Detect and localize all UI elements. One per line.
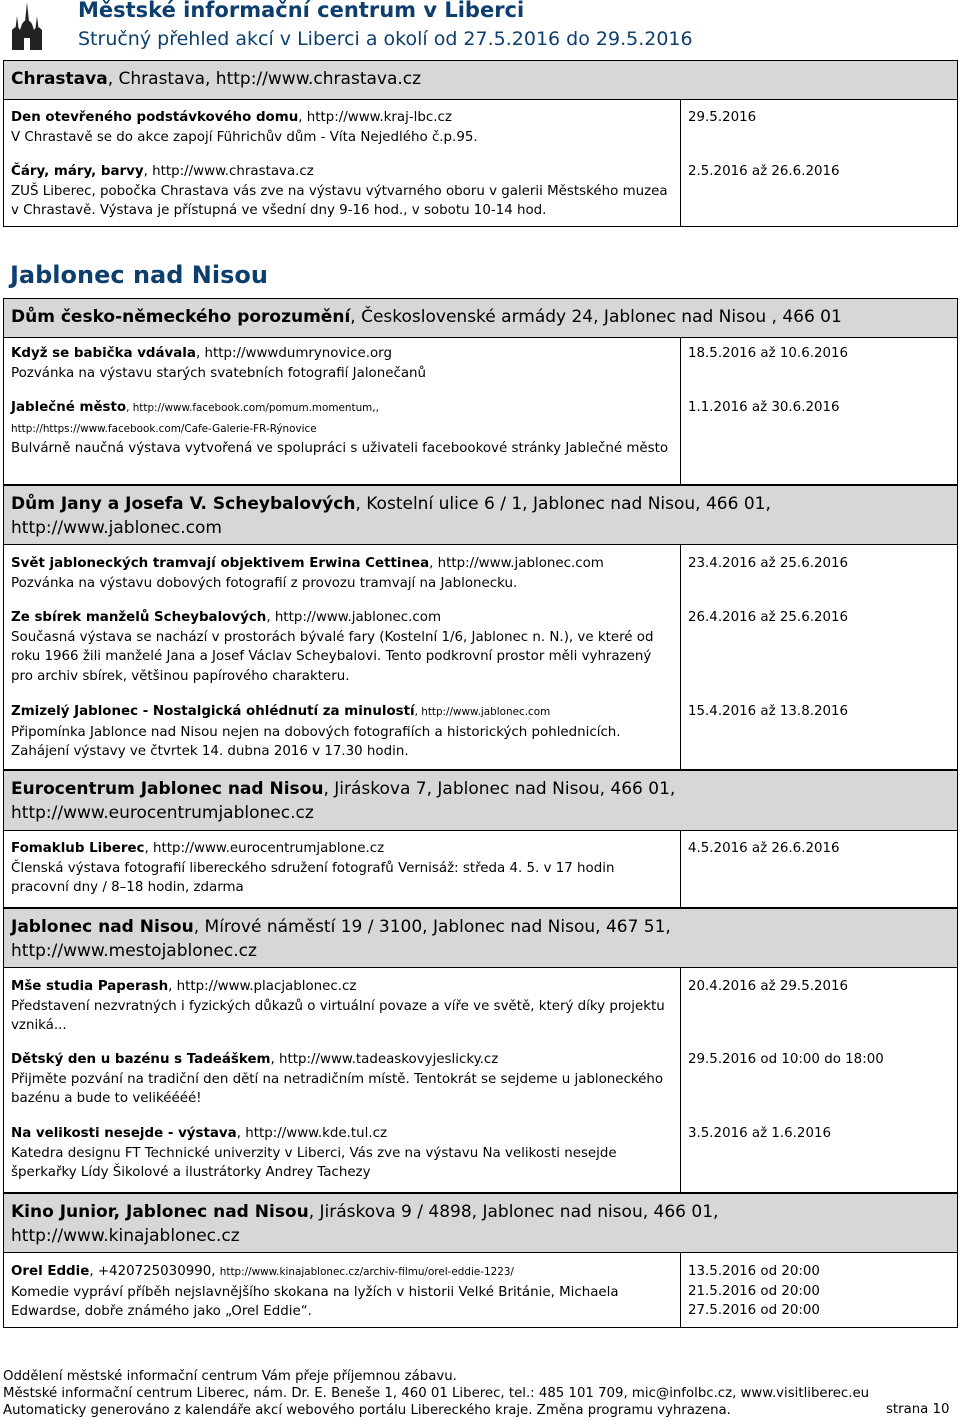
event-link-secondary[interactable]: http://https://www.facebook.com/Cafe-Galerie-FR-Rýnovice bbox=[11, 422, 317, 435]
column-divider bbox=[680, 338, 681, 484]
event-date: 2.5.2016 až 26.6.2016 bbox=[688, 164, 840, 179]
events-table-euro bbox=[3, 831, 958, 908]
event-description: ZUŠ Liberec, pobočka Chrastava vás zve na výstavu výtvarného oboru v galerii Městského muzea v Chrastavě. Výstava je přístupná ve všední dny 9-16 hod., v sobotu 10-14 hod. bbox=[11, 183, 668, 218]
event-link[interactable]: , http://www.jablonec.com bbox=[266, 610, 442, 625]
event-name: Jablečné město bbox=[11, 400, 127, 415]
event-item bbox=[11, 344, 671, 383]
event-date: 18.5.2016 až 10.6.2016 bbox=[688, 346, 849, 361]
city-heading: Jablonec nad Nisou bbox=[10, 261, 268, 289]
event-link[interactable]: , http://www.kde.tul.cz bbox=[236, 1126, 387, 1141]
event-date: 3.5.2016 až 1.6.2016 bbox=[688, 1126, 832, 1141]
column-divider bbox=[680, 968, 681, 1192]
event-date: 23.4.2016 až 25.6.2016 bbox=[688, 556, 849, 571]
venue-eurocentrum bbox=[3, 770, 958, 831]
event-name: Zmizelý Jablonec - Nostalgická ohlédnutí za minulostí bbox=[11, 704, 415, 719]
column-divider bbox=[680, 1253, 681, 1327]
event-item bbox=[11, 1050, 671, 1109]
page-header bbox=[0, 0, 960, 58]
event-link[interactable]: , http://wwwdumrynovice.org bbox=[195, 346, 392, 361]
venue-name: Dům Jany a Josefa V. Scheybalových bbox=[11, 494, 356, 514]
venue-address: , Kostelní ulice 6 / 1, Jablonec nad Nisou, 466 01, bbox=[355, 494, 771, 514]
event-description: Současná výstava se nachází v prostorách bývalé fary (Kostelní 1/6, Jablonec n. N.), ve které od roku 1966 žili manželé Jana a Josef Václav Scheybalovi. Tento podkrovní prostor měli vyhrazený pro archiv sbírek, většinou papírového charakteru. bbox=[11, 629, 654, 684]
event-name: Když se babička vdávala bbox=[11, 346, 196, 361]
venue-jablonec-mesto bbox=[3, 908, 958, 968]
event-description: Přijměte pozvání na tradiční den dětí na netradičním místě. Tentokrát se sejdeme u jabloneckého bazénu a bude to velikéééé! bbox=[11, 1071, 664, 1106]
venue-url[interactable]: http://www.eurocentrumjablonec.cz bbox=[11, 803, 314, 823]
event-name: Mše studia Paperash bbox=[11, 979, 169, 994]
column-divider bbox=[680, 545, 681, 769]
event-name: Ze sbírek manželů Scheybalových bbox=[11, 610, 267, 625]
event-link[interactable]: , http://www.jablonec.com bbox=[414, 706, 551, 718]
column-divider bbox=[680, 100, 681, 226]
venue-name: Jablonec nad Nisou bbox=[11, 917, 194, 937]
event-link[interactable]: , http://www.facebook.com/pomum.momentum,, bbox=[126, 402, 379, 414]
event-item bbox=[11, 1124, 671, 1183]
event-description: Pozvánka na výstavu starých svatebních fotografií Jalonečanů bbox=[11, 365, 426, 381]
footer-greeting: Oddělení městské informační centrum Vám přeje příjemnou zábavu. bbox=[3, 1369, 457, 1384]
event-date: 4.5.2016 až 26.6.2016 bbox=[688, 841, 840, 856]
events-table-ddcp bbox=[3, 338, 958, 485]
venue-url[interactable]: http://www.kinajablonec.cz bbox=[11, 1226, 240, 1246]
event-date: 26.4.2016 až 25.6.2016 bbox=[688, 610, 849, 625]
venue-dum-scheybalovych bbox=[3, 485, 958, 545]
column-divider bbox=[680, 831, 681, 907]
event-dates bbox=[688, 1262, 820, 1321]
event-date: 29.5.2016 od 10:00 do 18:00 bbox=[688, 1052, 884, 1067]
event-link[interactable]: http://www.kinajablonec.cz/archiv-filmu/orel-eddie-1223/ bbox=[219, 1266, 514, 1278]
event-item bbox=[11, 554, 671, 593]
event-item bbox=[11, 108, 671, 147]
venue-name: Kino Junior, Jablonec nad Nisou bbox=[11, 1202, 309, 1222]
event-item bbox=[11, 398, 671, 459]
event-name: Fomaklub Liberec bbox=[11, 841, 145, 856]
venue-address: , Československé armády 24, Jablonec nad Nisou , 466 01 bbox=[350, 307, 842, 327]
event-date: 29.5.2016 bbox=[688, 110, 757, 125]
event-item bbox=[11, 839, 671, 898]
event-item bbox=[11, 1262, 671, 1322]
event-name: Svět jabloneckých tramvají objektivem Erwina Cettinea bbox=[11, 556, 430, 571]
venue-name: Eurocentrum Jablonec nad Nisou bbox=[11, 779, 324, 799]
event-date: 1.1.2016 až 30.6.2016 bbox=[688, 400, 840, 415]
event-date: 13.5.2016 od 20:00 bbox=[688, 1264, 820, 1279]
event-name: Dětský den u bazénu s Tadeáškem bbox=[11, 1052, 271, 1067]
event-name: Na velikosti nesejde - výstava bbox=[11, 1126, 237, 1141]
event-name: Orel Eddie bbox=[11, 1264, 90, 1279]
event-date: 15.4.2016 až 13.8.2016 bbox=[688, 704, 849, 719]
events-table-chrastava bbox=[3, 100, 958, 227]
event-description: Bulvárně naučná výstava vytvořená ve spolupráci s uživateli facebookové stránky Jablečné město bbox=[11, 441, 669, 456]
venue-chrastava bbox=[3, 60, 958, 100]
venue-url[interactable]: http://www.jablonec.com bbox=[11, 518, 222, 538]
events-table-scheyb bbox=[3, 545, 958, 770]
event-description: Katedra designu FT Technické univerzity v Liberci, Vás zve na výstavu Na velikosti nesejde šperkařky Lídy Šikolové a ilustrátorky Andrey Tachezy bbox=[11, 1145, 617, 1180]
event-item bbox=[11, 702, 671, 762]
footer-note: Automaticky generováno z kalendáře akcí webového portálu Libereckého kraje. Změna programu vyhrazena. bbox=[3, 1403, 731, 1418]
venue-name: Dům česko-německého porozumění bbox=[11, 307, 351, 327]
venue-url[interactable]: http://www.mestojablonec.cz bbox=[11, 941, 257, 961]
event-link[interactable]: , http://www.placjablonec.cz bbox=[168, 979, 357, 994]
event-phone: , +420725030990, bbox=[89, 1264, 220, 1279]
events-table-kino bbox=[3, 1253, 958, 1328]
event-description: Komedie vypráví příběh nejslavnějšího skokana na lyžích v historii Velké Británie, Michaela Edwardse, dobře známého jako „Orel Eddie“. bbox=[11, 1284, 619, 1319]
event-item bbox=[11, 977, 671, 1036]
header-title: Městské informační centrum v Liberci bbox=[78, 0, 525, 22]
venue-dum-cesko-nemeckeho bbox=[3, 298, 958, 338]
events-table-jbn bbox=[3, 968, 958, 1193]
event-item bbox=[11, 608, 671, 686]
event-name: Den otevřeného podstávkového domu bbox=[11, 110, 299, 125]
venue-kino-junior bbox=[3, 1193, 958, 1253]
liberec-town-hall-logo-icon bbox=[8, 2, 46, 52]
event-description: V Chrastavě se do akce zapojí Führichův dům - Víta Nejedlého č.p.95. bbox=[11, 129, 478, 145]
venue-address: , Jiráskova 7, Jablonec nad Nisou, 466 01, bbox=[323, 779, 676, 799]
venue-name: Chrastava bbox=[11, 69, 108, 89]
event-link[interactable]: , http://www.eurocentrumjablone.cz bbox=[144, 841, 385, 856]
event-description: Členská výstava fotografií libereckého sdružení fotografů Vernisáž: středa 4. 5. v 17 hodin pracovní dny / 8–18 hodin, zdarma bbox=[11, 860, 615, 895]
event-link[interactable]: , http://www.jablonec.com bbox=[429, 556, 604, 571]
event-link[interactable]: , http://www.chrastava.cz bbox=[143, 164, 314, 179]
event-link[interactable]: , http://www.tadeaskovyjeslicky.cz bbox=[270, 1052, 499, 1067]
event-description: Připomínka Jablonce nad Nisou nejen na dobových fotografiích a historických pohlednicích. Zahájení výstavy ve čtvrtek 14. dubna 2016 v 17.30 hodin. bbox=[11, 724, 621, 759]
event-description: Představení nezvratných i fyzických důkazů o virtuální povaze a víře ve světě, který díky projektu vzniká... bbox=[11, 998, 665, 1033]
event-date: 20.4.2016 až 29.5.2016 bbox=[688, 979, 849, 994]
event-item bbox=[11, 162, 671, 221]
page-number: strana 10 bbox=[886, 1402, 950, 1417]
venue-address: , Mírové náměstí 19 / 3100, Jablonec nad Nisou, 467 51, bbox=[193, 917, 671, 937]
header-subtitle: Stručný přehled akcí v Liberci a okolí od 27.5.2016 do 29.5.2016 bbox=[78, 28, 693, 50]
event-link[interactable]: , http://www.kraj-lbc.cz bbox=[298, 110, 452, 125]
event-description: Pozvánka na výstavu dobových fotografií z provozu tramvají na Jablonecku. bbox=[11, 575, 518, 591]
footer-contact: Městské informační centrum Liberec, nám. Dr. E. Beneše 1, 460 01 Liberec, tel.: 485 101 709, mic@infolbc.cz, www.visitliberec.eu bbox=[3, 1386, 870, 1401]
event-name: Čáry, máry, barvy bbox=[11, 164, 144, 179]
venue-address: , Chrastava, http://www.chrastava.cz bbox=[107, 69, 422, 89]
venue-address: , Jiráskova 9 / 4898, Jablonec nad nisou, 466 01, bbox=[308, 1202, 719, 1222]
event-date: 21.5.2016 od 20:00 bbox=[688, 1283, 820, 1299]
event-date: 27.5.2016 od 20:00 bbox=[688, 1303, 820, 1318]
